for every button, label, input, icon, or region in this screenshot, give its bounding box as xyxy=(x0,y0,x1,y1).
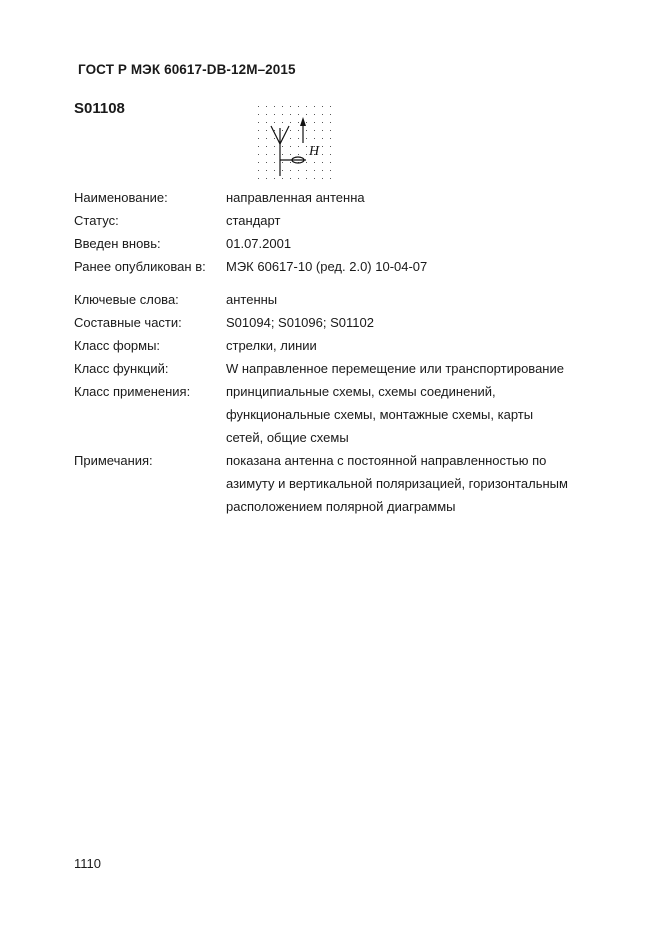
field-value xyxy=(226,357,586,380)
grid-dot xyxy=(298,130,299,131)
grid-dot xyxy=(282,130,283,131)
grid-dot xyxy=(330,114,331,115)
grid-dot xyxy=(322,162,323,163)
grid-dot xyxy=(258,170,259,171)
grid-dot xyxy=(282,178,283,179)
grid-dot xyxy=(290,154,291,155)
grid-dot xyxy=(282,146,283,147)
grid-dot xyxy=(314,170,315,171)
field-label: Наименование: xyxy=(74,190,168,205)
grid-dot xyxy=(306,106,307,107)
field-label: Класс функций: xyxy=(74,361,169,376)
grid-dot xyxy=(314,162,315,163)
grid-dot xyxy=(282,122,283,123)
grid-dot xyxy=(282,162,283,163)
field-value-line: S01094; S01096; S01102 xyxy=(226,315,374,330)
grid-dot xyxy=(274,106,275,107)
field-value xyxy=(226,334,586,357)
field-value-line: функциональные схемы, монтажные схемы, карты xyxy=(226,407,534,422)
grid-dot xyxy=(282,170,283,171)
field-value-line: МЭК 60617-10 (ред. 2.0) 10-04-07 xyxy=(226,259,428,274)
grid-dot xyxy=(290,106,291,107)
field-value-line: расположением полярной диаграммы xyxy=(226,499,456,514)
grid-dot xyxy=(266,170,267,171)
grid-dot xyxy=(266,106,267,107)
grid-dot xyxy=(306,114,307,115)
grid-dot xyxy=(266,138,267,139)
field-value-line: сетей, общие схемы xyxy=(226,430,349,445)
document-header: ГОСТ Р МЭК 60617-DB-12M–2015 xyxy=(78,62,296,77)
up-arrow-icon xyxy=(300,117,306,126)
grid-dot xyxy=(314,122,315,123)
field-label: Введен вновь: xyxy=(74,236,161,251)
grid-dot xyxy=(330,138,331,139)
grid-dot xyxy=(298,178,299,179)
grid-dot xyxy=(298,154,299,155)
antenna-drawing xyxy=(271,124,306,176)
grid-dot xyxy=(330,146,331,147)
field-value xyxy=(226,288,586,311)
grid-dot xyxy=(322,154,323,155)
grid-dot xyxy=(290,170,291,171)
grid-dot xyxy=(298,114,299,115)
grid-dot xyxy=(306,154,307,155)
field-value xyxy=(226,232,586,255)
field-label: Примечания: xyxy=(74,453,153,468)
directional-antenna-symbol xyxy=(254,102,332,184)
grid-dot xyxy=(274,170,275,171)
grid-dot xyxy=(322,130,323,131)
grid-dot xyxy=(266,162,267,163)
grid-dot xyxy=(330,130,331,131)
grid-dot xyxy=(274,154,275,155)
page-number: 1110 xyxy=(74,856,101,871)
field-value xyxy=(226,186,586,209)
grid-dot xyxy=(290,138,291,139)
grid-dot xyxy=(266,178,267,179)
grid-dot xyxy=(330,106,331,107)
grid-dot xyxy=(330,162,331,163)
field-value xyxy=(226,449,586,518)
field-value-line: азимуту и вертикальной поляризацией, горизонтальным xyxy=(226,476,568,491)
field-label: Класс формы: xyxy=(74,338,161,353)
grid-dot xyxy=(314,106,315,107)
grid-dot xyxy=(322,138,323,139)
field-label: Ранее опубликован в: xyxy=(74,259,206,274)
grid-dot xyxy=(314,138,315,139)
grid-dot xyxy=(322,122,323,123)
grid-dot xyxy=(298,106,299,107)
grid-dot xyxy=(266,146,267,147)
grid-dot xyxy=(322,114,323,115)
field-value-line: W направленное перемещение или транспортирование xyxy=(226,361,564,376)
grid-dot xyxy=(290,114,291,115)
grid-dot xyxy=(258,130,259,131)
field-value-line: антенны xyxy=(226,292,278,307)
grid-dot xyxy=(258,138,259,139)
field-value xyxy=(226,380,586,449)
grid-dot xyxy=(258,122,259,123)
grid-dot xyxy=(274,122,275,123)
grid-dot xyxy=(290,178,291,179)
grid-dot xyxy=(306,162,307,163)
grid-dot xyxy=(330,178,331,179)
field-value-line: показана антенна с постоянной направленностью по xyxy=(226,453,547,468)
symbol-label: H xyxy=(309,144,320,159)
grid-dot xyxy=(306,146,307,147)
grid-dot xyxy=(298,138,299,139)
grid-dot xyxy=(322,170,323,171)
grid-dot xyxy=(258,146,259,147)
grid-dot xyxy=(298,170,299,171)
grid-dot xyxy=(306,170,307,171)
grid-dot xyxy=(274,146,275,147)
symbol-grid xyxy=(258,106,331,179)
field-label: Составные части: xyxy=(74,315,182,330)
grid-dot xyxy=(290,130,291,131)
grid-dot xyxy=(266,154,267,155)
grid-dot xyxy=(314,178,315,179)
grid-dot xyxy=(306,130,307,131)
grid-dot xyxy=(322,146,323,147)
grid-dot xyxy=(330,154,331,155)
grid-dot xyxy=(290,162,291,163)
grid-dot xyxy=(258,154,259,155)
grid-dot xyxy=(306,178,307,179)
grid-dot xyxy=(314,130,315,131)
grid-dot xyxy=(290,146,291,147)
grid-dot xyxy=(258,106,259,107)
grid-dot xyxy=(274,178,275,179)
grid-dot xyxy=(330,122,331,123)
grid-dot xyxy=(322,106,323,107)
grid-dot xyxy=(322,178,323,179)
grid-dot xyxy=(298,122,299,123)
field-value-line: принципиальные схемы, схемы соединений, xyxy=(226,384,496,399)
field-value-line: стрелки, линии xyxy=(226,338,317,353)
field-label: Ключевые слова: xyxy=(74,292,179,307)
grid-dot xyxy=(298,146,299,147)
grid-dot xyxy=(258,162,259,163)
symbol-code: S01108 xyxy=(74,100,125,117)
field-label: Класс применения: xyxy=(74,384,191,399)
grid-dot xyxy=(290,122,291,123)
field-value-line: направленная антенна xyxy=(226,190,365,205)
grid-dot xyxy=(266,130,267,131)
grid-dot xyxy=(330,170,331,171)
field-value xyxy=(226,255,586,278)
field-label: Статус: xyxy=(74,213,119,228)
grid-dot xyxy=(274,114,275,115)
grid-dot xyxy=(266,114,267,115)
field-value xyxy=(226,311,586,334)
grid-dot xyxy=(282,154,283,155)
grid-dot xyxy=(274,138,275,139)
grid-dot xyxy=(258,114,259,115)
grid-dot xyxy=(274,162,275,163)
grid-dot xyxy=(282,106,283,107)
grid-dot xyxy=(306,138,307,139)
grid-dot xyxy=(258,178,259,179)
field-value-line: стандарт xyxy=(226,213,281,228)
grid-dot xyxy=(306,122,307,123)
field-value-line: 01.07.2001 xyxy=(226,236,292,251)
grid-dot xyxy=(314,114,315,115)
grid-dot xyxy=(266,122,267,123)
grid-dot xyxy=(282,114,283,115)
grid-dot xyxy=(274,130,275,131)
field-value xyxy=(226,209,586,232)
